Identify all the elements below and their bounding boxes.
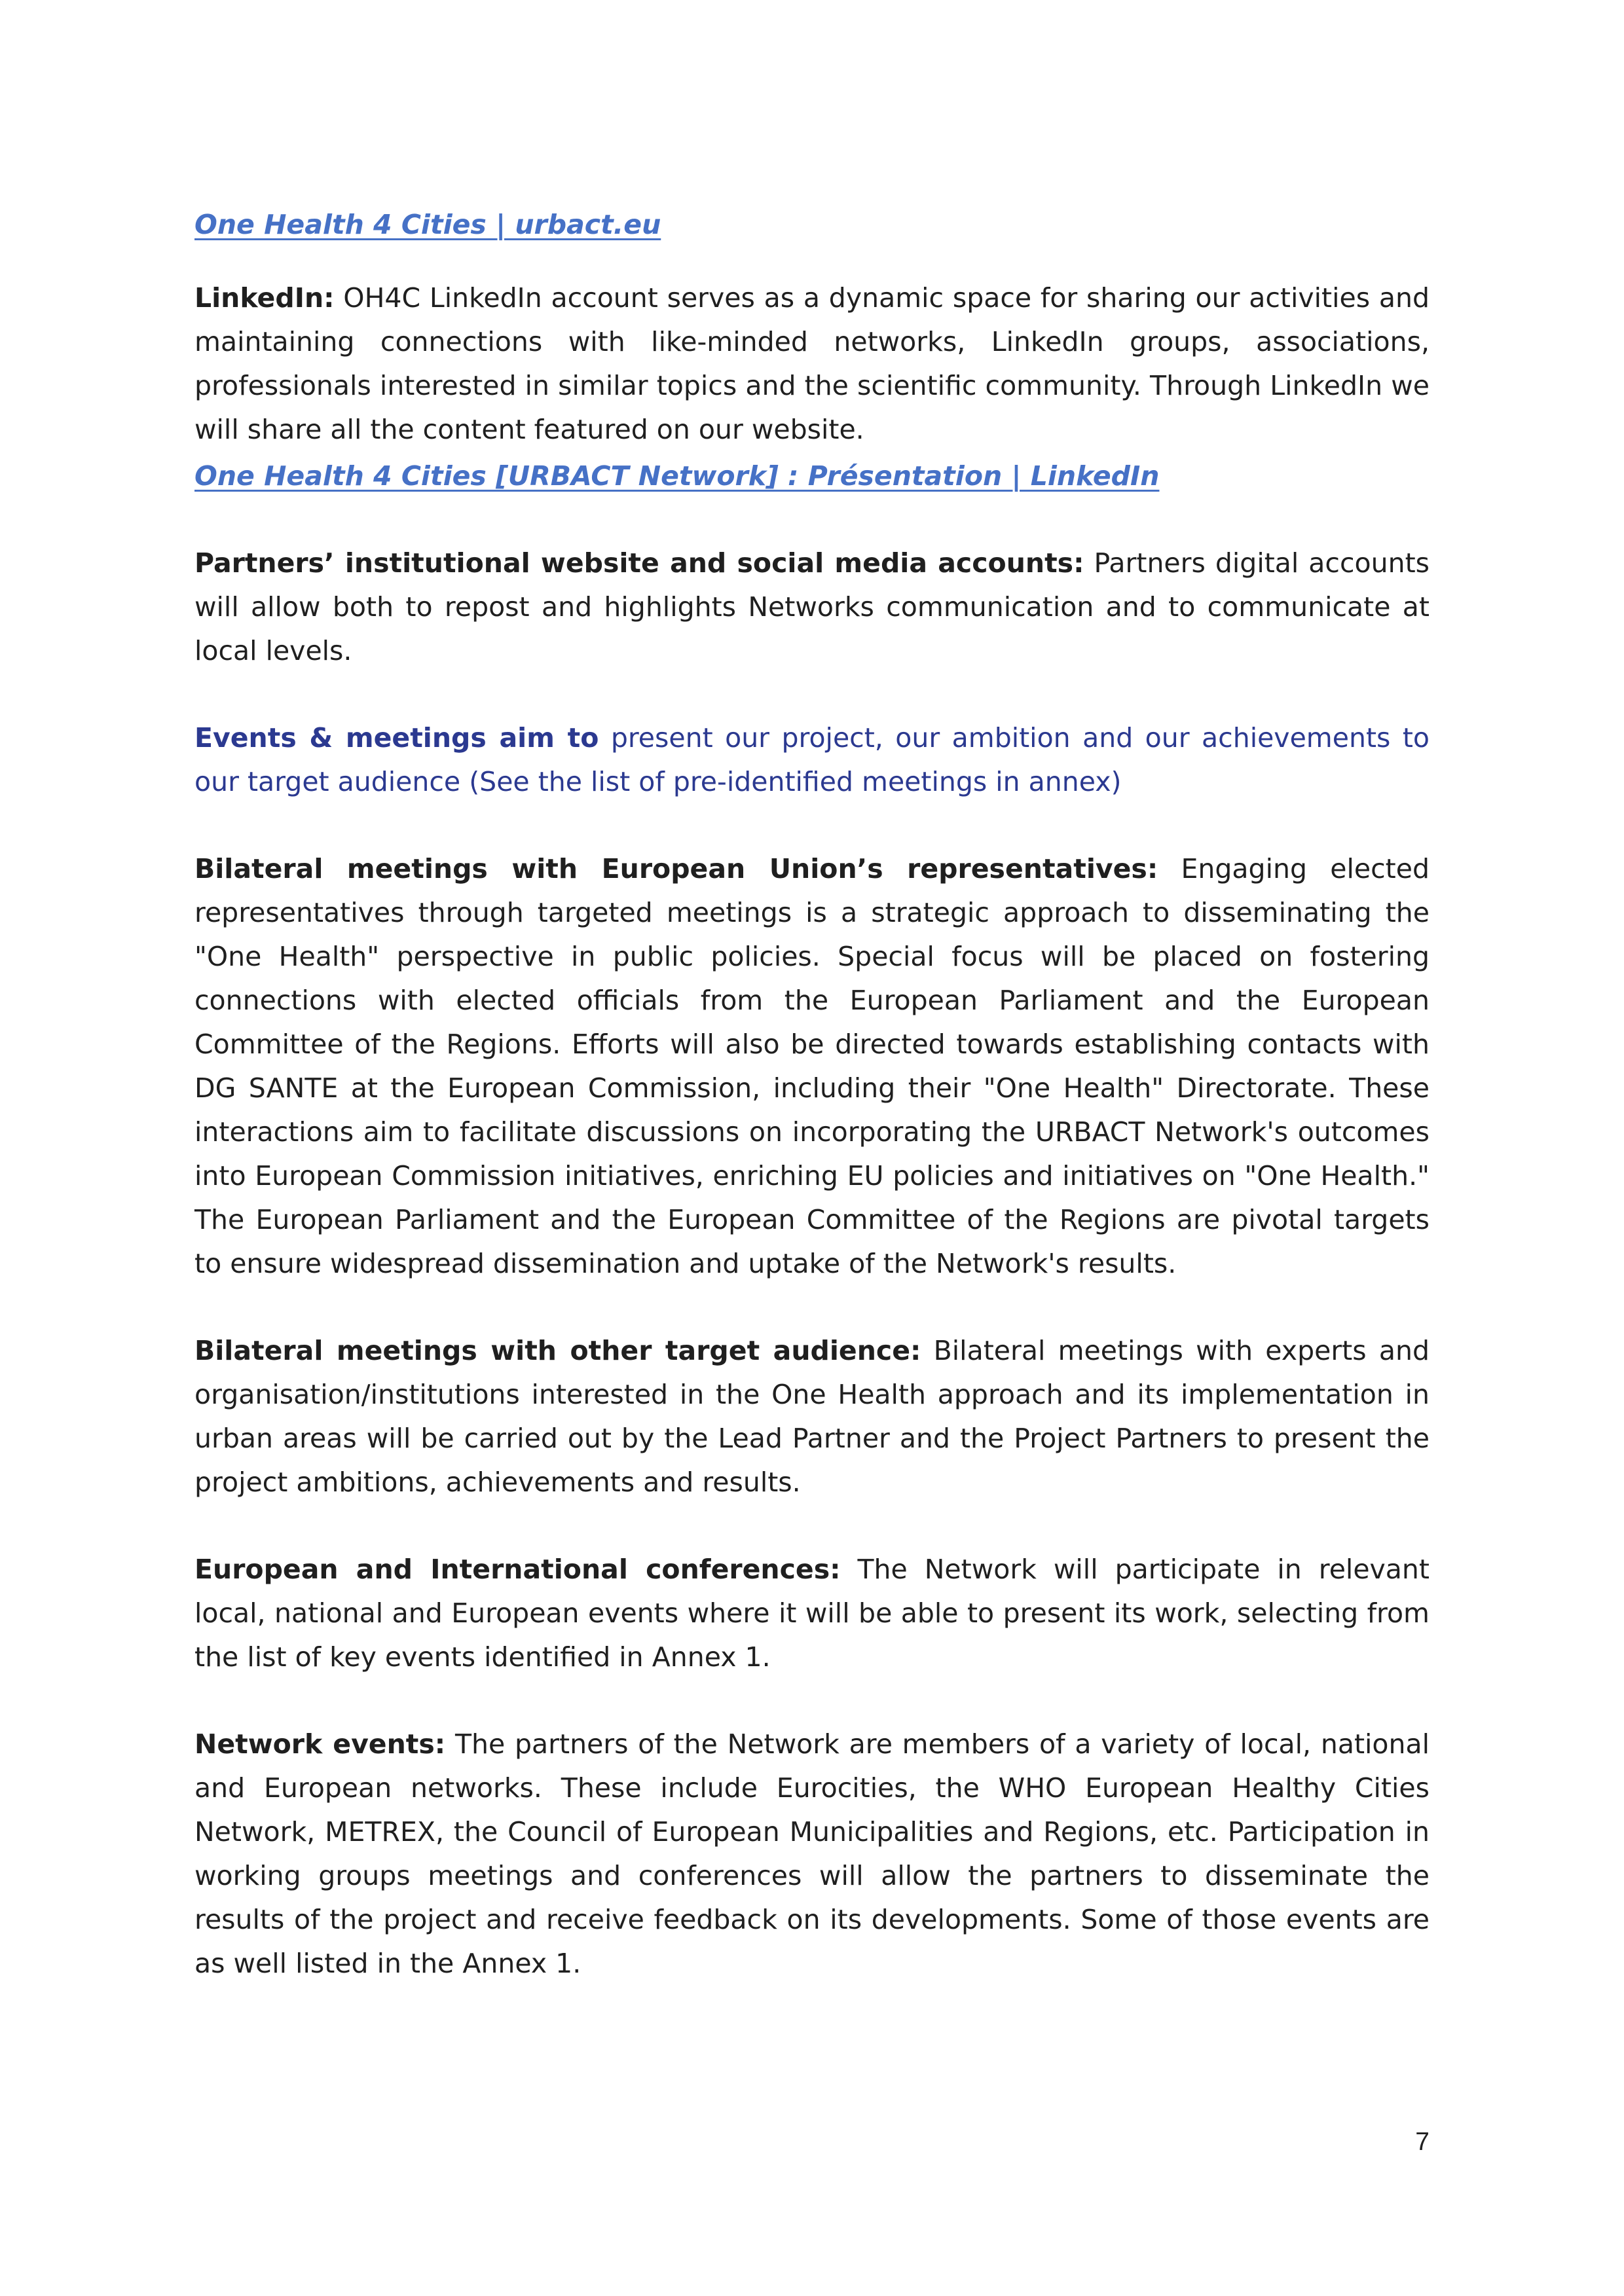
paragraph-network-events-body: The partners of the Network are members of a variety of local, national and European networks. These include Eurocities, the WHO European Healthy Cities Network, METREX, the Council of European Municipalities and Regions, etc. Participation in working groups meetings and conferences will allow the partners to disseminate the results of the project and receive feedback on its developments. Some of those events are as well listed in the Annex 1.: [194, 1728, 1430, 1979]
paragraph-network-events-lead: Network events:: [194, 1728, 446, 1760]
paragraph-events-meetings-lead: Events & meetings aim to: [194, 722, 599, 754]
paragraph-conferences: [194, 1548, 1430, 1679]
paragraph-bilateral-eu-lead: Bilateral meetings with European Union’s representatives:: [194, 853, 1158, 884]
paragraph-linkedin-body: OH4C LinkedIn account serves as a dynamic space for sharing our activities and maintaining connections with like-minded networks, LinkedIn groups, associations, professionals interested in similar topics and the scientific community. Through LinkedIn we will share all the content featured on our website.: [194, 282, 1430, 445]
paragraph-partners: [194, 541, 1430, 673]
paragraph-events-meetings-body: present our project, our ambition and our achievements to our target audience (See the list of pre-identified meetings in annex): [194, 722, 1430, 797]
paragraph-bilateral-other-body: Bilateral meetings with experts and organisation/institutions interested in the One Health approach and its implementation in urban areas will be carried out by the Lead Partner and the Project Partners to present the project ambitions, achievements and results.: [194, 1335, 1430, 1498]
paragraph-conferences-lead: European and International conferences:: [194, 1554, 841, 1585]
page-content: [194, 203, 1430, 2029]
paragraph-partners-body: Partners digital accounts will allow both to repost and highlights Networks communication and to communicate at local levels.: [194, 547, 1430, 666]
paragraph-partners-lead: Partners’ institutional website and social media accounts:: [194, 547, 1084, 579]
paragraph-linkedin-lead: LinkedIn:: [194, 282, 335, 314]
linkedin-link[interactable]: One Health 4 Cities [URBACT Network] : Présentation | LinkedIn: [194, 460, 1160, 492]
paragraph-bilateral-other: [194, 1329, 1430, 1504]
paragraph-network-events: [194, 1722, 1430, 1986]
paragraph-bilateral-eu-body: Engaging elected representatives through targeted meetings is a strategic approach to disseminating the "One Health" perspective in public policies. Special focus will be placed on fostering connections with elected officials from the European Parliament and the European Committee of the Regions. Efforts will also be directed towards establishing contacts with DG SANTE at the European Commission, including their "One Health" Directorate. These interactions aim to facilitate discussions on incorporating the URBACT Network's outcomes into European Commission initiatives, enriching EU policies and initiatives on "One Health." The European Parliament and the European Committee of the Regions are pivotal targets to ensure widespread dissemination and uptake of the Network's results.: [194, 853, 1430, 1279]
urbact-link-line: [194, 203, 1430, 247]
paragraph-conferences-body: The Network will participate in relevant local, national and European events where it will be able to present its work, selecting from the list of key events identified in Annex 1.: [194, 1554, 1430, 1673]
paragraph-events-meetings: [194, 716, 1430, 804]
paragraph-linkedin: [194, 276, 1430, 452]
paragraph-bilateral-eu: [194, 847, 1430, 1286]
page-number: 7: [1415, 2128, 1430, 2156]
paragraph-bilateral-other-lead: Bilateral meetings with other target audience:: [194, 1335, 921, 1366]
linkedin-link-line: [194, 454, 1430, 498]
urbact-link[interactable]: One Health 4 Cities | urbact.eu: [194, 209, 661, 240]
